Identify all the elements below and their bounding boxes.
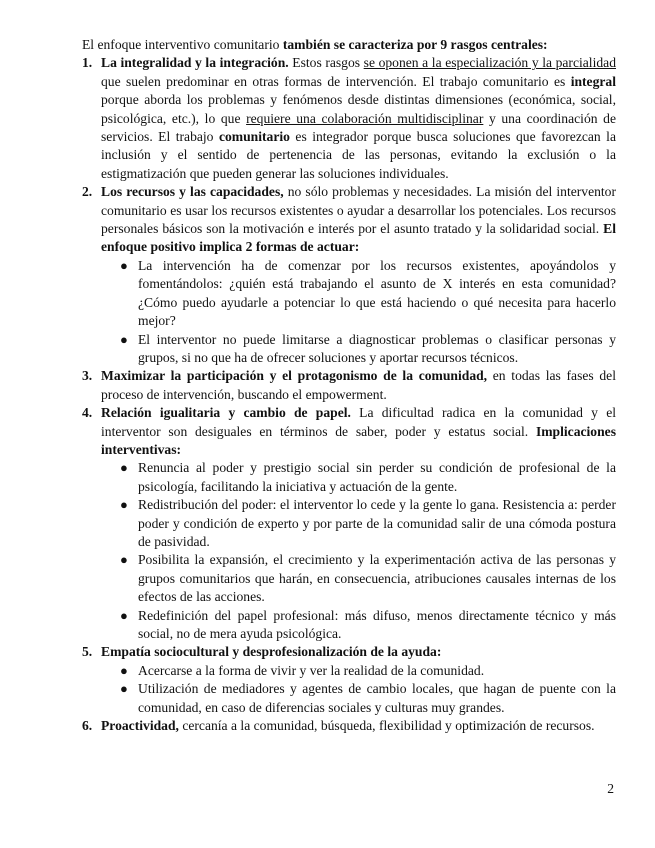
list-item: [82, 183, 616, 367]
bold-text: comunitario: [218, 129, 290, 145]
item-title: Maximizar la participación y el protagonismo de la comunidad,: [101, 368, 488, 384]
bold-text: Implicaciones interventivas:: [101, 423, 616, 457]
bullet-icon: ●: [120, 552, 128, 568]
item-text: Estos rasgos: [288, 55, 364, 71]
bullet-icon: ●: [120, 662, 128, 678]
bullet-icon: ●: [120, 460, 128, 476]
item-text: no sólo problemas y necesidades. La misión del interventor comunitario es usar los recursos existentes o ayudar a desarrollar los potenciales. Los recursos personales básicos son la motivación e interés por el asunto tratado y la solidaridad social.: [101, 184, 617, 237]
item-title: Los recursos y las capacidades,: [101, 184, 284, 200]
item-number: 3.: [82, 368, 93, 384]
bold-text: integral: [570, 73, 616, 89]
item-title: Empatía sociocultural y desprofesionalización de la ayuda:: [101, 644, 442, 660]
bullet-icon: ●: [120, 607, 128, 623]
item-text: La dificultad radica en la comunidad y el interventor son desiguales en términos de saber, poder y estatus social.: [101, 405, 617, 439]
underlined-text: se oponen a la especialización y la parcialidad: [363, 55, 616, 71]
bullet-text: Acercarse a la forma de vivir y ver la realidad de la comunidad.: [138, 662, 485, 678]
list-item: [82, 643, 616, 717]
bullet-icon: ●: [120, 257, 128, 273]
bullet-item: [101, 551, 616, 606]
features-list: [82, 54, 616, 735]
item-text: que suelen predominar en otras formas de intervención. El trabajo comunitario es: [101, 73, 571, 89]
bullet-item: [101, 607, 616, 644]
list-item: [82, 717, 616, 735]
bullet-item: [101, 257, 616, 331]
bullet-text: Renuncia al poder y prestigio social sin perder su condición de profesional de la psicología, facilitando la iniciativa y actuación de la gente.: [138, 460, 616, 494]
item-number: 5.: [82, 644, 93, 660]
bullet-list: [101, 459, 616, 643]
bullet-text: El interventor no puede limitarse a diagnosticar problemas o clasificar personas y grupos, si no que ha de ofrecer soluciones y aportar recursos técnicos.: [138, 331, 616, 365]
item-title: Relación igualitaria y cambio de papel.: [101, 405, 351, 421]
list-item: [82, 404, 616, 643]
page-number: 2: [607, 781, 614, 796]
document-body: [82, 36, 616, 735]
bullet-item: [101, 459, 616, 496]
intro-paragraph: [82, 36, 616, 54]
intro-bold: también se caracteriza por 9 rasgos centrales:: [282, 37, 548, 52]
item-number: 4.: [82, 405, 93, 421]
bullet-text: Redistribución del poder: el interventor lo cede y la gente lo gana. Resistencia a: perder poder y condición de experto y por parte de la comunidad salir de una cómoda postura de pasividad.: [138, 497, 616, 549]
item-title: La integralidad y la integración.: [101, 55, 289, 71]
item-text: es integrador porque busca soluciones que favorezcan la inclusión y el sentido de pertenencia de las personas, evitando la exclusión o la estigmatización que pueden generar las soluciones individuales.: [101, 129, 616, 181]
bullet-item: [101, 662, 616, 680]
item-text: y una coordinación de servicios. El trabajo: [101, 110, 616, 145]
underlined-text: requiere una colaboración multidisciplinar: [246, 110, 484, 126]
item-title: Proactividad,: [101, 718, 179, 734]
bullet-text: Redefinición del papel profesional: más difuso, menos directamente técnico y más social, no de mera ayuda psicológica.: [138, 607, 616, 641]
list-item: [82, 54, 616, 183]
item-number: 1.: [82, 55, 93, 71]
bullet-text: Utilización de mediadores y agentes de cambio locales, que hagan de puente con la comunidad, en caso de diferencias sociales y culturas muy grandes.: [138, 681, 616, 715]
item-text: porque aborda los problemas y fenómenos desde distintas dimensiones (económica, social, psicológica, etc.), lo que: [101, 92, 616, 126]
bullet-item: [101, 680, 616, 717]
bullet-text: Posibilita la expansión, el crecimiento y la experimentación activa de las personas y grupos comunitarios que harán, en consecuencia, atribuciones causales internas de los efectos de las acciones.: [138, 552, 616, 605]
bullet-icon: ●: [120, 681, 128, 697]
item-number: 2.: [82, 184, 93, 200]
item-text: en todas las fases del proceso de intervención, buscando el empowerment.: [101, 368, 616, 402]
bold-text: El enfoque positivo implica 2 formas de actuar:: [101, 221, 616, 255]
item-text: cercanía a la comunidad, búsqueda, flexibilidad y optimización de recursos.: [178, 718, 595, 734]
bullet-list: [101, 257, 616, 367]
bullet-icon: ●: [120, 497, 128, 513]
bullet-item: [101, 496, 616, 551]
intro-lead: El enfoque interventivo comunitario: [82, 37, 283, 52]
bullet-icon: ●: [120, 331, 128, 347]
bullet-item: [101, 331, 616, 368]
bullet-list: [101, 662, 616, 717]
bullet-text: La intervención ha de comenzar por los recursos existentes, apoyándolos y fomentándolos: ¿quién está trabajando el asunto de X interés en esta comunidad? ¿Cómo puedo ayudarle a potenciar lo que está haciendo o qué necesita para hacerlo mejor?: [138, 257, 616, 329]
list-item: [82, 367, 616, 404]
item-number: 6.: [82, 718, 93, 734]
